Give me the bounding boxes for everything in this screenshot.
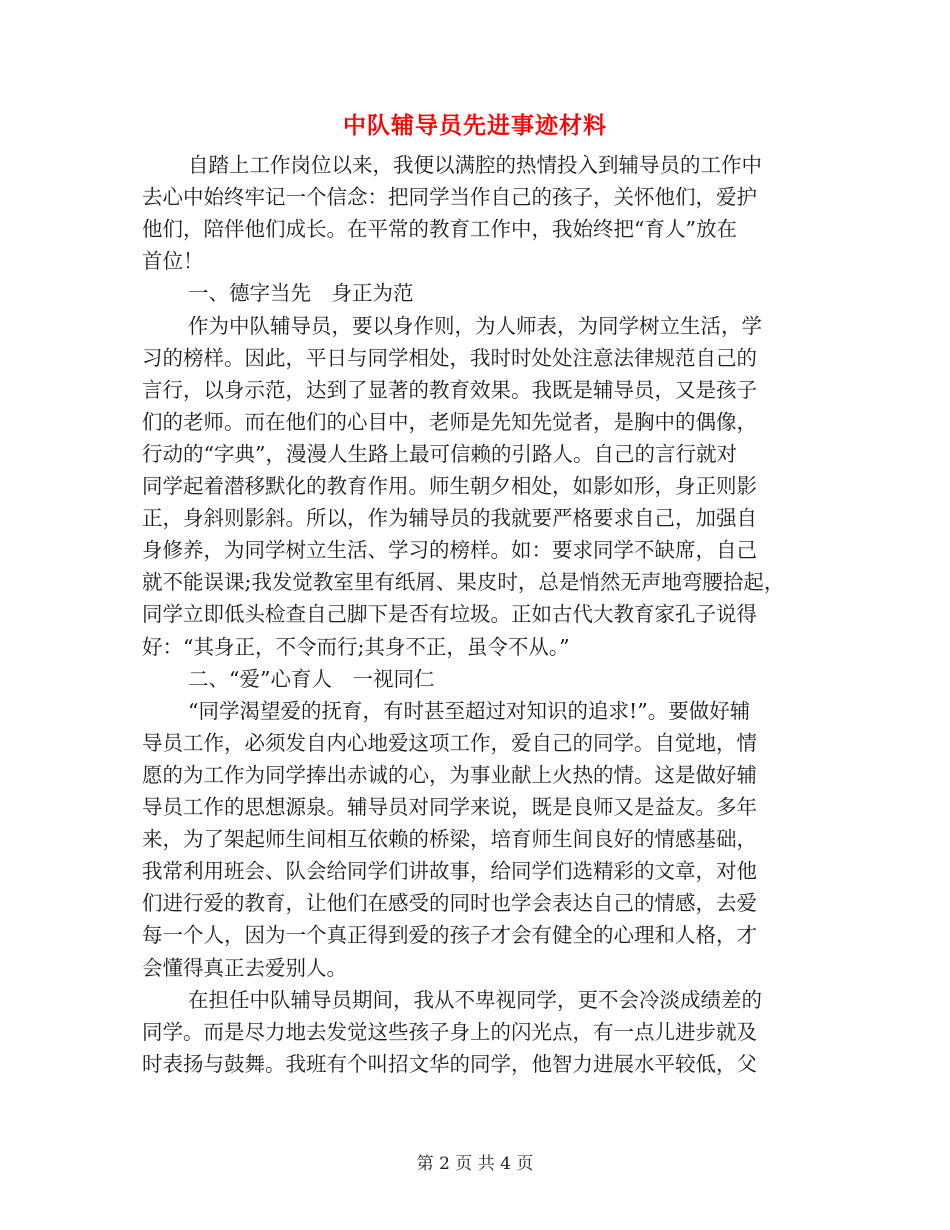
- document-title: 中队辅导员先进事迹材料: [343, 113, 607, 139]
- body-line: 就不能误课;我发觉教室里有纸屑、果皮时，总是悄然无声地弯腰拾起，: [142, 570, 785, 594]
- body-line: 在担任中队辅导员期间，我从不卑视同学，更不会冷淡成绩差的: [188, 988, 762, 1012]
- body-line: 二、“爱”心育人 一视同仁: [188, 667, 435, 691]
- body-line: 们的老师。而在他们的心目中，老师是先知先觉者，是胸中的偶像，: [142, 410, 757, 434]
- body-line: 他们，陪伴他们成长。在平常的教育工作中，我始终把“育人”放在: [142, 217, 737, 241]
- body-line: 同学起着潜移默化的教育作用。师生朝夕相处，如影如形，身正则影: [142, 474, 757, 498]
- body-line: 习的榜样。因此，平日与同学相处，我时时处处注意法律规范自己的: [142, 346, 757, 370]
- body-line: 正，身斜则影斜。所以，作为辅导员的我就要严格要求自己，加强自: [142, 506, 757, 530]
- body-line: 一、德字当先 身正为范: [188, 281, 414, 305]
- body-line: 每一个人，因为一个真正得到爱的孩子才会有健全的心理和人格，才: [142, 923, 757, 947]
- page-footer: 第 2 页 共 4 页: [416, 1154, 534, 1174]
- body-line: 来，为了架起师生间相互依赖的桥梁，培育师生间良好的情感基础，: [142, 827, 757, 851]
- body-line: 我常利用班会、队会给同学们讲故事，给同学们选精彩的文章，对他: [142, 859, 757, 883]
- body-line: 行动的“字典”，漫漫人生路上最可信赖的引路人。自己的言行就对: [142, 442, 737, 466]
- body-line: 会懂得真正去爱别人。: [142, 956, 347, 980]
- body-line: 们进行爱的教育，让他们在感受的同时也学会表达自己的情感，去爱: [142, 891, 757, 915]
- body-line: “同学渴望爱的抚育，有时甚至超过对知识的追求!”。要做好辅: [188, 699, 751, 723]
- body-line: 自踏上工作岗位以来，我便以满腔的热情投入到辅导员的工作中: [188, 153, 762, 177]
- body-line: 言行，以身示范，达到了显著的教育效果。我既是辅导员，又是孩子: [142, 378, 757, 402]
- body-line: 导员工作，必须发自内心地爱这项工作，爱自己的同学。自觉地，情: [142, 731, 757, 755]
- body-line: 去心中始终牢记一个信念：把同学当作自己的孩子，关怀他们，爱护: [142, 185, 757, 209]
- body-line: 同学立即低头检查自己脚下是否有垃圾。正如古代大教育家孔子说得: [142, 602, 757, 626]
- body-line: 身修养，为同学树立生活、学习的榜样。如：要求同学不缺席，自己: [142, 538, 757, 562]
- body-line: 愿的为工作为同学捧出赤诚的心，为事业献上火热的情。这是做好辅: [142, 763, 757, 787]
- body-line: 作为中队辅导员，要以身作则，为人师表，为同学树立生活，学: [188, 314, 762, 338]
- body-line: 时表扬与鼓舞。我班有个叫招文华的同学，他智力进展水平较低，父: [142, 1052, 757, 1076]
- body-line: 首位！: [142, 249, 204, 273]
- body-line: 导员工作的思想源泉。辅导员对同学来说，既是良师又是益友。多年: [142, 795, 757, 819]
- body-line: 好：“其身正，不令而行;其身不正，虽令不从。”: [142, 635, 570, 659]
- body-line: 同学。而是尽力地去发觉这些孩子身上的闪光点，有一点儿进步就及: [142, 1020, 757, 1044]
